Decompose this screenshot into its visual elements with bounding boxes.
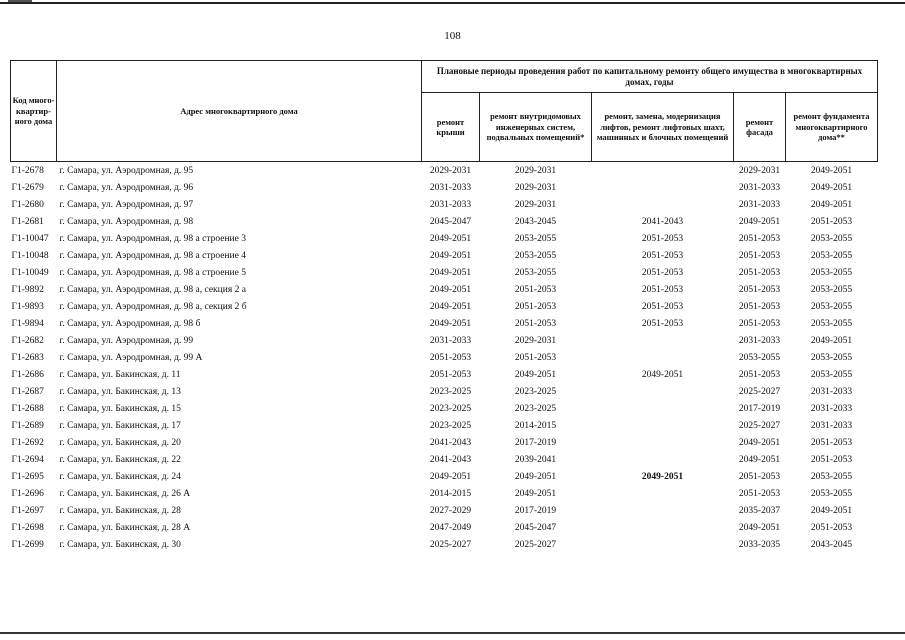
- cell-systems: 2051-2053: [514, 284, 557, 295]
- cell-systems: 2049-2051: [514, 471, 557, 482]
- cell-facade: 2053-2055: [738, 352, 781, 363]
- cell-elevators: [592, 451, 734, 468]
- cell-address: г. Самара, ул. Бакинская, д. 22: [59, 454, 181, 465]
- cell-foundation: 2053-2055: [810, 471, 853, 482]
- cell-roof: 2029-2031: [429, 165, 472, 176]
- cell-systems: 2053-2055: [514, 233, 557, 244]
- cell-facade: 2025-2027: [738, 420, 781, 431]
- cell-systems: 2053-2055: [514, 250, 557, 261]
- cell-facade: 2031-2033: [738, 182, 781, 193]
- cell-systems: 2025-2027: [514, 539, 557, 550]
- header-systems: ремонт внутридомовых инженерных систем, подвальных помещений*: [480, 93, 592, 162]
- cell-address: г. Самара, ул. Аэродромная, д. 98 а строение 3: [59, 233, 246, 244]
- cell-code: Г1-2683: [11, 352, 44, 363]
- cell-facade: 2031-2033: [738, 199, 781, 210]
- cell-roof: 2049-2051: [429, 471, 472, 482]
- cell-roof: 2049-2051: [429, 233, 472, 244]
- cell-address: г. Самара, ул. Аэродромная, д. 98: [59, 216, 194, 227]
- cell-systems: 2029-2031: [514, 335, 557, 346]
- cell-elevators: 2051-2053: [641, 301, 684, 312]
- cell-roof: 2023-2025: [429, 386, 472, 397]
- table-row: [11, 162, 878, 180]
- cell-systems: 2014-2015: [514, 420, 557, 431]
- cell-code: Г1-2682: [11, 335, 44, 346]
- table-row: [11, 468, 878, 485]
- cell-facade: 2029-2031: [738, 165, 781, 176]
- cell-code: Г1-10047: [11, 233, 49, 244]
- cell-code: Г1-2678: [11, 165, 44, 176]
- cell-foundation: 2053-2055: [810, 284, 853, 295]
- cell-systems: 2029-2031: [514, 199, 557, 210]
- cell-systems: 2029-2031: [514, 165, 557, 176]
- cell-elevators: [592, 485, 734, 502]
- table-row: [11, 179, 878, 196]
- cell-address: г. Самара, ул. Бакинская, д. 30: [59, 539, 181, 550]
- header-elevators: ремонт, замена, модернизация лифтов, ремонт лифтовых шахт, машинных и блочных помещений: [592, 93, 734, 162]
- cell-systems: 2039-2041: [514, 454, 557, 465]
- table-row: [11, 366, 878, 383]
- cell-roof: 2045-2047: [429, 216, 472, 227]
- cell-foundation: 2053-2055: [810, 318, 853, 329]
- cell-elevators: [592, 196, 734, 213]
- cell-roof: 2031-2033: [429, 199, 472, 210]
- table-row: [11, 264, 878, 281]
- cell-code: Г1-2681: [11, 216, 44, 227]
- cell-code: Г1-2699: [11, 539, 44, 550]
- cell-code: Г1-2679: [11, 182, 44, 193]
- cell-elevators: 2049-2051: [641, 471, 684, 482]
- cell-facade: 2051-2053: [738, 471, 781, 482]
- table-row: [11, 349, 878, 366]
- cell-code: Г1-9893: [11, 301, 44, 312]
- cell-elevators: [592, 383, 734, 400]
- cell-facade: 2035-2037: [738, 505, 781, 516]
- cell-elevators: [592, 434, 734, 451]
- cell-code: Г1-9892: [11, 284, 44, 295]
- cell-systems: 2049-2051: [514, 488, 557, 499]
- cell-foundation: 2049-2051: [810, 165, 853, 176]
- cell-code: Г1-2689: [11, 420, 44, 431]
- cell-roof: 2031-2033: [429, 335, 472, 346]
- cell-roof: 2041-2043: [429, 454, 472, 465]
- header-address: Адрес многоквартирного дома: [57, 61, 422, 162]
- cell-elevators: 2049-2051: [641, 369, 684, 380]
- cell-systems: 2023-2025: [514, 386, 557, 397]
- cell-code: Г1-10048: [11, 250, 49, 261]
- cell-address: г. Самара, ул. Аэродромная, д. 99: [59, 335, 194, 346]
- cell-address: г. Самара, ул. Бакинская, д. 24: [59, 471, 181, 482]
- cell-facade: 2051-2053: [738, 284, 781, 295]
- cell-address: г. Самара, ул. Бакинская, д. 17: [59, 420, 181, 431]
- cell-elevators: [592, 349, 734, 366]
- cell-facade: 2051-2053: [738, 267, 781, 278]
- cell-elevators: 2051-2053: [641, 284, 684, 295]
- cell-elevators: [592, 400, 734, 417]
- cell-address: г. Самара, ул. Бакинская, д. 13: [59, 386, 181, 397]
- cell-code: Г1-2698: [11, 522, 44, 533]
- table-row: [11, 315, 878, 332]
- header-planned-periods: Плановые периоды проведения работ по капитальному ремонту общего имущества в многоквартирных домах, годы: [422, 61, 878, 93]
- table-row: [11, 298, 878, 315]
- cell-foundation: 2053-2055: [810, 352, 853, 363]
- cell-systems: 2017-2019: [514, 505, 557, 516]
- table-row: [11, 383, 878, 400]
- table-row: [11, 400, 878, 417]
- table-row: [11, 230, 878, 247]
- cell-facade: 2051-2053: [738, 250, 781, 261]
- table-row: [11, 281, 878, 298]
- cell-code: Г1-2680: [11, 199, 44, 210]
- cell-address: г. Самара, ул. Аэродромная, д. 98 а строение 4: [59, 250, 246, 261]
- header-foundation: ремонт фундамента многоквартирного дома**: [786, 93, 878, 162]
- cell-foundation: 2051-2053: [810, 437, 853, 448]
- cell-facade: 2031-2033: [738, 335, 781, 346]
- cell-foundation: 2053-2055: [810, 267, 853, 278]
- cell-address: г. Самара, ул. Бакинская, д. 26 А: [59, 488, 191, 499]
- cell-facade: 2049-2051: [738, 437, 781, 448]
- cell-foundation: 2053-2055: [810, 488, 853, 499]
- cell-address: г. Самара, ул. Аэродромная, д. 99 А: [59, 352, 203, 363]
- cell-code: Г1-2687: [11, 386, 44, 397]
- bottom-rule: [0, 632, 905, 634]
- cell-foundation: 2049-2051: [810, 505, 853, 516]
- cell-facade: 2033-2035: [738, 539, 781, 550]
- cell-roof: 2049-2051: [429, 301, 472, 312]
- cell-roof: 2049-2051: [429, 250, 472, 261]
- table-row: [11, 332, 878, 349]
- cell-facade: 2051-2053: [738, 233, 781, 244]
- header-roof: ремонт крыши: [422, 93, 480, 162]
- cell-address: г. Самара, ул. Аэродромная, д. 98 а, секция 2 б: [59, 301, 247, 312]
- cell-systems: 2051-2053: [514, 318, 557, 329]
- cell-facade: 2051-2053: [738, 301, 781, 312]
- cell-foundation: 2053-2055: [810, 301, 853, 312]
- cell-systems: 2053-2055: [514, 267, 557, 278]
- cell-facade: 2051-2053: [738, 318, 781, 329]
- cell-facade: 2049-2051: [738, 216, 781, 227]
- cell-foundation: 2051-2053: [810, 522, 853, 533]
- cell-address: г. Самара, ул. Бакинская, д. 20: [59, 437, 181, 448]
- cell-systems: 2029-2031: [514, 182, 557, 193]
- cell-code: Г1-10049: [11, 267, 49, 278]
- cell-code: Г1-2695: [11, 471, 44, 482]
- cell-systems: 2045-2047: [514, 522, 557, 533]
- cell-foundation: 2043-2045: [810, 539, 853, 550]
- cell-foundation: 2053-2055: [810, 250, 853, 261]
- cell-elevators: [592, 332, 734, 349]
- cell-address: г. Самара, ул. Бакинская, д. 28: [59, 505, 181, 516]
- cell-systems: 2043-2045: [514, 216, 557, 227]
- cell-foundation: 2049-2051: [810, 182, 853, 193]
- cell-roof: 2031-2033: [429, 182, 472, 193]
- table-row: [11, 519, 878, 536]
- cell-address: г. Самара, ул. Бакинская, д. 11: [59, 369, 181, 380]
- cell-elevators: [592, 519, 734, 536]
- cell-elevators: 2051-2053: [641, 233, 684, 244]
- cell-foundation: 2031-2033: [810, 386, 853, 397]
- cell-code: Г1-9894: [11, 318, 44, 329]
- cell-code: Г1-2686: [11, 369, 44, 380]
- table-row: [11, 417, 878, 434]
- cell-elevators: [592, 417, 734, 434]
- cell-roof: 2025-2027: [429, 539, 472, 550]
- cell-elevators: [592, 162, 734, 180]
- cell-foundation: 2051-2053: [810, 454, 853, 465]
- cell-foundation: 2051-2053: [810, 216, 853, 227]
- cell-roof: 2023-2025: [429, 420, 472, 431]
- cell-address: г. Самара, ул. Аэродромная, д. 96: [59, 182, 194, 193]
- page-number: 108: [444, 30, 461, 42]
- cell-roof: 2051-2053: [429, 352, 472, 363]
- cell-foundation: 2053-2055: [810, 233, 853, 244]
- table-row: [11, 502, 878, 519]
- cell-roof: 2049-2051: [429, 267, 472, 278]
- cell-roof: 2027-2029: [429, 505, 472, 516]
- cell-facade: 2051-2053: [738, 488, 781, 499]
- table-row: [11, 451, 878, 468]
- cell-foundation: 2053-2055: [810, 369, 853, 380]
- cell-code: Г1-2694: [11, 454, 44, 465]
- cell-facade: 2017-2019: [738, 403, 781, 414]
- cell-code: Г1-2692: [11, 437, 44, 448]
- cell-code: Г1-2696: [11, 488, 44, 499]
- cell-address: г. Самара, ул. Бакинская, д. 15: [59, 403, 181, 414]
- cell-facade: 2049-2051: [738, 522, 781, 533]
- cell-foundation: 2031-2033: [810, 420, 853, 431]
- cell-facade: 2025-2027: [738, 386, 781, 397]
- cell-elevators: 2051-2053: [641, 267, 684, 278]
- cell-roof: 2041-2043: [429, 437, 472, 448]
- table-row: [11, 485, 878, 502]
- cell-address: г. Самара, ул. Аэродромная, д. 98 а, секция 2 а: [59, 284, 246, 295]
- cell-systems: 2051-2053: [514, 301, 557, 312]
- cell-foundation: 2049-2051: [810, 199, 853, 210]
- cell-address: г. Самара, ул. Аэродромная, д. 98 а строение 5: [59, 267, 246, 278]
- cell-elevators: [592, 502, 734, 519]
- cell-roof: 2047-2049: [429, 522, 472, 533]
- table-row: [11, 213, 878, 230]
- cell-elevators: [592, 536, 734, 553]
- table-row: [11, 536, 878, 553]
- cell-code: Г1-2697: [11, 505, 44, 516]
- cell-elevators: [592, 179, 734, 196]
- cell-foundation: 2031-2033: [810, 403, 853, 414]
- table-row: [11, 434, 878, 451]
- cell-facade: 2049-2051: [738, 454, 781, 465]
- cell-code: Г1-2688: [11, 403, 44, 414]
- capital-repair-table: [10, 60, 878, 553]
- cell-systems: 2049-2051: [514, 369, 557, 380]
- cell-address: г. Самара, ул. Аэродромная, д. 97: [59, 199, 194, 210]
- cell-roof: 2051-2053: [429, 369, 472, 380]
- table-row: [11, 247, 878, 264]
- table-body: [11, 162, 878, 554]
- cell-address: г. Самара, ул. Аэродромная, д. 95: [59, 165, 194, 176]
- cell-roof: 2014-2015: [429, 488, 472, 499]
- cell-foundation: 2049-2051: [810, 335, 853, 346]
- table-row: [11, 196, 878, 213]
- cell-systems: 2051-2053: [514, 352, 557, 363]
- header-facade: ремонт фасада: [734, 93, 786, 162]
- cell-address: г. Самара, ул. Аэродромная, д. 98 б: [59, 318, 201, 329]
- cell-elevators: 2051-2053: [641, 318, 684, 329]
- cell-roof: 2049-2051: [429, 284, 472, 295]
- cell-systems: 2023-2025: [514, 403, 557, 414]
- cell-roof: 2049-2051: [429, 318, 472, 329]
- cell-elevators: 2051-2053: [641, 250, 684, 261]
- cell-elevators: 2041-2043: [641, 216, 684, 227]
- cell-address: г. Самара, ул. Бакинская, д. 28 А: [59, 522, 191, 533]
- top-rule: [0, 2, 905, 4]
- cell-roof: 2023-2025: [429, 403, 472, 414]
- cell-systems: 2017-2019: [514, 437, 557, 448]
- header-code: Код много-квартир-ного дома: [11, 61, 57, 162]
- cell-facade: 2051-2053: [738, 369, 781, 380]
